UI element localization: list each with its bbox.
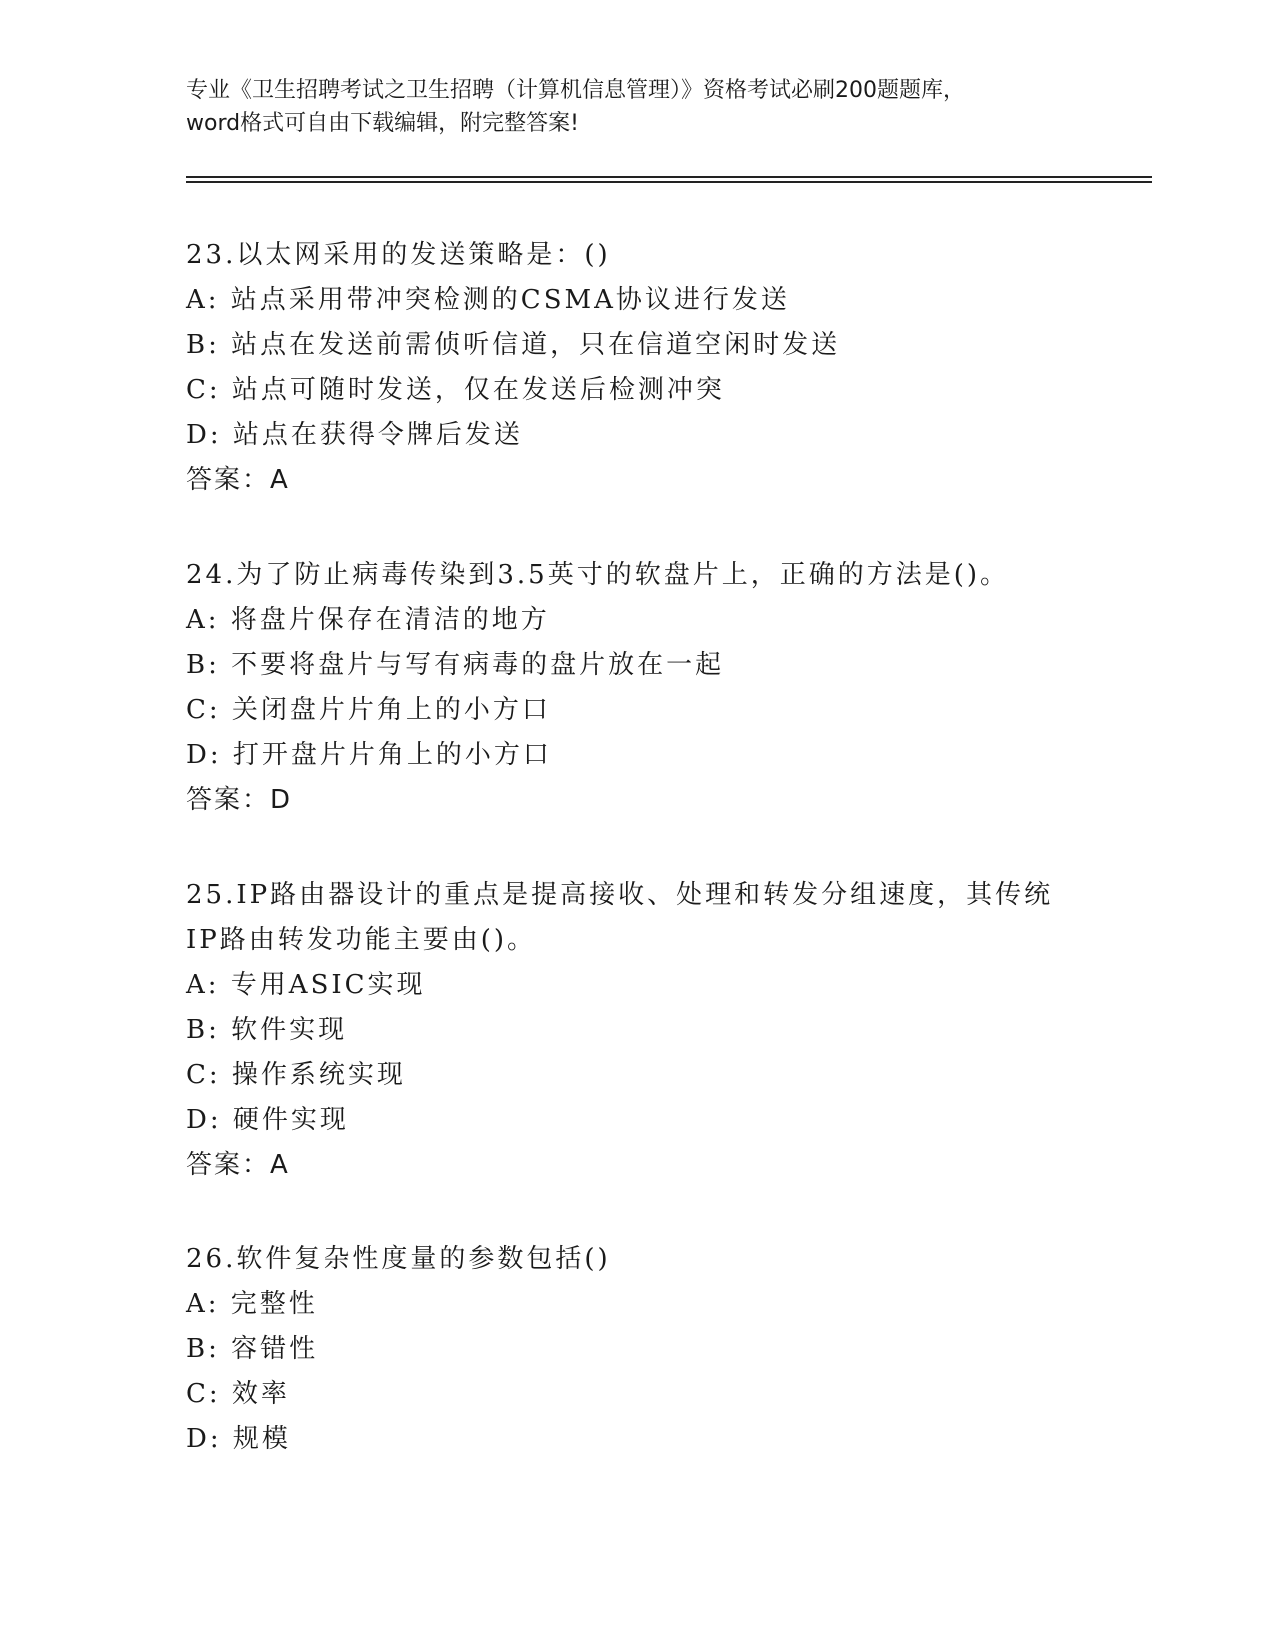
- option-c: C: 站点可随时发送，仅在发送后检测冲突: [186, 375, 725, 405]
- option-d: D: 打开盘片片角上的小方口: [186, 740, 552, 770]
- question-23: [186, 233, 1146, 503]
- option-c: C: 操作系统实现: [186, 1060, 406, 1090]
- question-25: [186, 873, 1146, 1188]
- question-stem: 23.以太网采用的发送策略是：(): [186, 240, 611, 270]
- option-a: A: 将盘片保存在清洁的地方: [186, 605, 550, 635]
- question-26: [186, 1237, 1146, 1462]
- option-c: C: 效率: [186, 1379, 290, 1409]
- question-24: [186, 553, 1146, 823]
- option-b: B: 站点在发送前需侦听信道，只在信道空闲时发送: [186, 330, 841, 360]
- answer-key: 答案：A: [186, 465, 290, 495]
- question-stem: 25.IP路由器设计的重点是提高接收、处理和转发分组速度，其传统: [186, 880, 1054, 910]
- option-b: B: 不要将盘片与写有病毒的盘片放在一起: [186, 650, 725, 680]
- option-d: D: 站点在获得令牌后发送: [186, 420, 523, 450]
- header-divider-top: [186, 176, 1152, 178]
- option-a: A: 站点采用带冲突检测的CSMA协议进行发送: [186, 285, 790, 315]
- question-stem: 24.为了防止病毒传染到3.5英寸的软盘片上，正确的方法是()。: [186, 560, 1009, 590]
- header-title-line-2: word格式可自由下载编辑，附完整答案!: [186, 111, 579, 136]
- option-b: B: 容错性: [186, 1334, 319, 1364]
- option-a: A: 专用ASIC实现: [186, 970, 426, 1000]
- answer-key: 答案：A: [186, 1150, 290, 1180]
- option-d: D: 规模: [186, 1424, 291, 1454]
- option-d: D: 硬件实现: [186, 1105, 349, 1135]
- question-stem-continued: IP路由转发功能主要由()。: [186, 925, 537, 955]
- option-a: A: 完整性: [186, 1289, 318, 1319]
- option-c: C: 关闭盘片片角上的小方口: [186, 695, 551, 725]
- header-title-line-1: 专业《卫生招聘考试之卫生招聘（计算机信息管理）》资格考试必刷200题题库，: [186, 78, 965, 103]
- document-header: [186, 74, 1086, 140]
- question-stem: 26.软件复杂性度量的参数包括(): [186, 1244, 611, 1274]
- option-b: B: 软件实现: [186, 1015, 348, 1045]
- header-divider-bottom: [186, 181, 1152, 183]
- answer-key: 答案：D: [186, 785, 293, 815]
